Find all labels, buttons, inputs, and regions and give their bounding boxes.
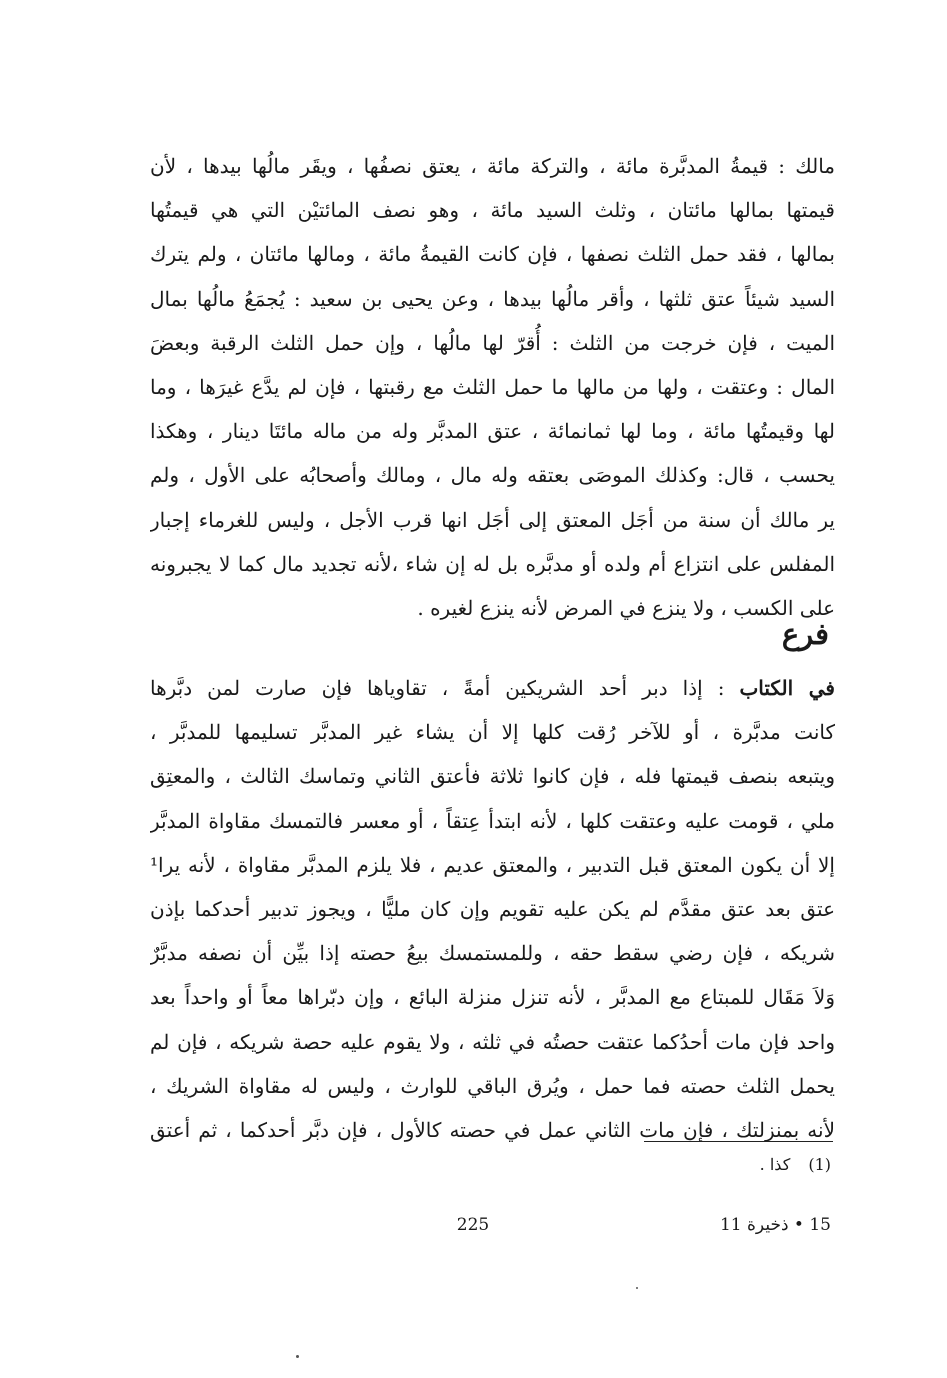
paragraph-lead: في الكتاب xyxy=(739,676,835,700)
paragraph-line: وَلاَ مَقَال للمبتاع مع المدبَّر ، لأنه تنزل منزلة البائع ، وإن دبّراها معاً أو واحداً بعد xyxy=(150,985,835,1010)
footnote-number: (1) xyxy=(808,1155,831,1174)
paragraph-line: يحمل الثلث حصته فما حمل ، ويُرق الباقي للوارث ، وليس له مقاواة الشريك ، xyxy=(150,1073,835,1098)
paragraph-1 xyxy=(150,144,835,630)
footnote-divider xyxy=(644,1141,833,1142)
paragraph-line: المفلس على انتزاع أم ولده أو مدبَّره بل له إن شاء ،لأنه تجديد مال كما لا يجبرونه xyxy=(150,551,835,576)
scan-speck xyxy=(296,1355,299,1358)
paragraph-line xyxy=(150,666,835,710)
paragraph-line: واحد فإن مات أحدُكما عتقت حصتُه في ثلثه ، ولا يقوم عليه حصة شريكه ، فإن لم xyxy=(150,1029,835,1054)
section-heading: فرع xyxy=(781,617,829,651)
paragraph-line: لأنه بمنزلتك ، فإن مات الثاني عمل في حصته كالأول ، فإن دبَّر أحدكما ، ثم أعتق xyxy=(150,1117,835,1142)
footnote xyxy=(531,1152,831,1178)
paragraph-line: شريكه ، فإن رضي سقط حقه ، وللمستمسك بيعُ حصته إذا بيِّن أن نصفه مدبَّرٌ xyxy=(150,941,835,966)
page-number: 225 xyxy=(456,1215,490,1235)
paragraph-line: على الكسب ، ولا ينزع في المرض لأنه ينزع لغيره . xyxy=(417,595,835,620)
paragraph-line: يحسب ، قال: وكذلك الموصَى بعتقه وله مال ، ومالك وأصحابُه على الأول ، ولم xyxy=(150,463,835,488)
paragraph-line: الميت ، فإن خرجت من الثلث : أُقرّ لها مالُها ، وإن حمل الثلث الرقبة وبعضَ xyxy=(150,330,835,355)
paragraph-line: ير مالك أن سنة من أجَل المعتق إلى أجَل انها قرب الأجل ، وليس للغرماء إجبار xyxy=(150,507,835,532)
paragraph-line: قيمتها بمالها مائتان ، وثلث السيد مائة ، وهو نصف المائتيْن التي هي قيمتُها xyxy=(150,198,835,223)
paragraph-line: ويتبعه بنصف قيمتها فله ، فإن كانوا ثلاثة فأعتق الثاني وتماسك الثالث ، والمعتِق xyxy=(150,764,835,789)
paragraph-line-text: : إذا دبر أحد الشريكين أمةً ، تقاوياها فإن صارت لمن دبَّرها xyxy=(150,676,740,700)
paragraph-2 xyxy=(150,666,835,1152)
paragraph-line: السيد شيئاً عتق ثلثها ، وأقر مالُها بيدها ، وعن يحيى بن سعيد : يُجمَعُ مالُها بمال xyxy=(150,286,835,311)
paragraph-line: مالك : قيمةُ المدبَّرة مائة ، والتركة مائة ، يعتق نصفُها ، ويقَر مالُها بيدها ، لأن xyxy=(150,154,835,178)
paragraph-line: المال : وعتقت ، ولها من مالها ما حمل الثلث مع رقبتها ، فإن لم يدَّع غيرَها ، وما xyxy=(150,374,835,399)
paragraph-line: عتق بعد عتق مقدَّم لم يكن عليه تقويم وإن كان مليًّا ، ويجوز تدبير أحدكما بإذن xyxy=(150,896,835,921)
paragraph-line: بمالها ، فقد حمل الثلث نصفها ، فإن كانت القيمةُ مائة ، ومالها مائتان ، ولم يترك xyxy=(150,242,835,267)
scan-speck xyxy=(636,1287,638,1289)
paragraph-line: إلا أن يكون المعتق قبل التدبير ، والمعتق عديم ، فلا يلزم المدبَّر مقاواة ، لأنه يرا¹ xyxy=(150,852,835,877)
printer-signature: 15 • ذخيرة 11 xyxy=(719,1215,831,1235)
paragraph-line: ملي ، قومت عليه وعتقت كلها ، لأنه ابتدأ عِتقاً ، أو معسر فالتمسك مقاواة المدبَّر xyxy=(150,808,835,833)
paragraph-line: كانت مدبَّرة ، أو للآخر رُقت كلها إلا أن يشاء غير المدبَّر تسليمها للمدبَّر ، xyxy=(150,720,835,745)
footnote-text: كذا . xyxy=(759,1155,791,1174)
paragraph-line: لها وقيمتُها مائة ، وما لها ثمانمائة ، عتق المدبَّر وله من ماله مائتَا دينار ، وهكذا xyxy=(150,419,835,444)
